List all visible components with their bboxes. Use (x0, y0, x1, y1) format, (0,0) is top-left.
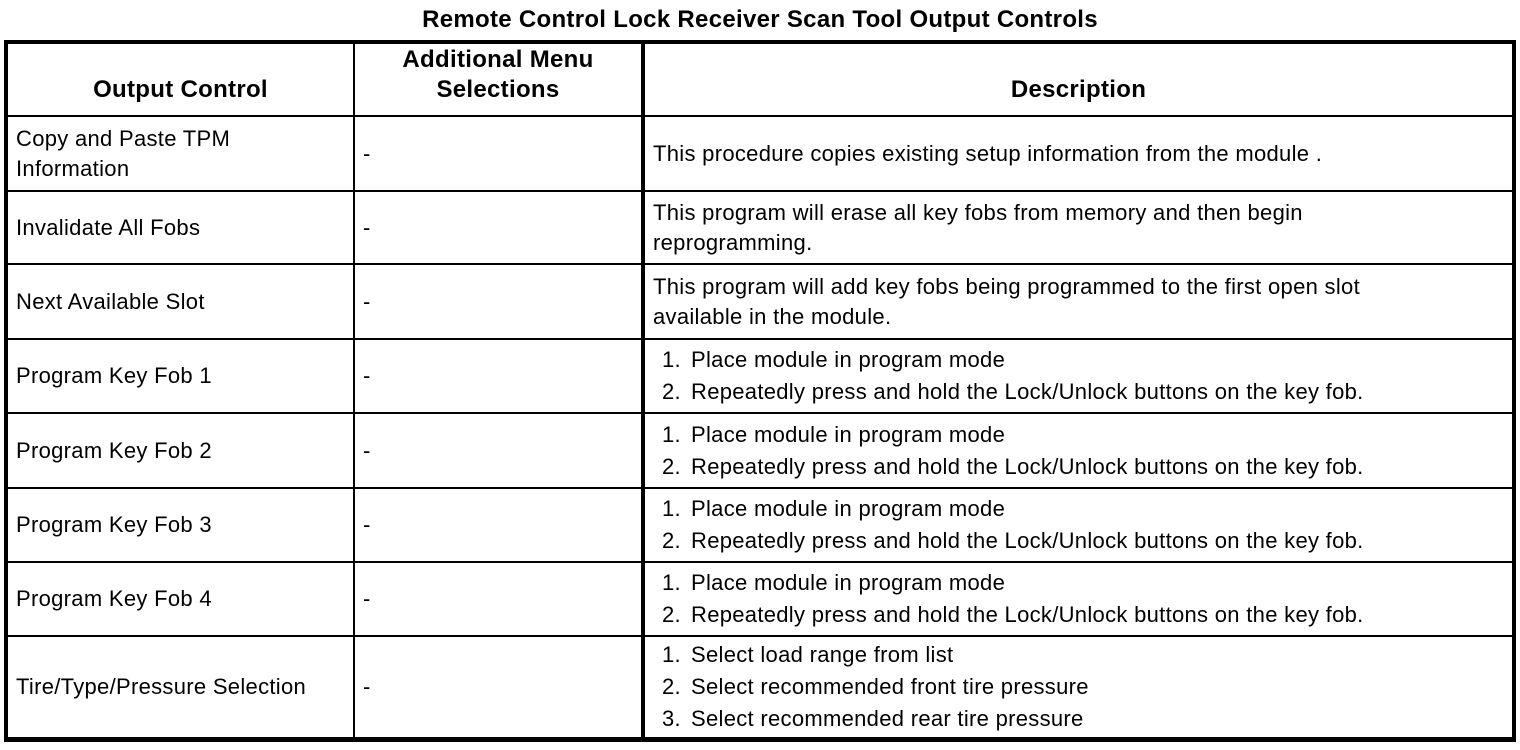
description-cell (643, 116, 1514, 191)
table-row (6, 191, 1514, 264)
step-number: 2. (662, 528, 681, 553)
step-text: Repeatedly press and hold the Lock/Unlock buttons on the key fob. (691, 379, 1364, 404)
output-control-cell (6, 488, 354, 562)
additional-menu-value: - (363, 437, 371, 463)
step-number: 2. (662, 379, 681, 404)
table-header-row (6, 42, 1514, 116)
output-control-cell (6, 562, 354, 636)
output-control-label: Information (16, 155, 130, 181)
step-number: 1. (662, 641, 681, 667)
column-header-description: Description (643, 42, 1514, 116)
additional-menu-cell (354, 116, 643, 191)
additional-menu-cell (354, 413, 643, 488)
description-cell (643, 413, 1514, 488)
step-number: 1. (662, 347, 681, 372)
step-text: Place module in program mode (691, 347, 1006, 372)
additional-menu-cell (354, 339, 643, 413)
page-title: Remote Control Lock Receiver Scan Tool Output Controls (422, 6, 1098, 33)
description-step (645, 600, 1506, 630)
additional-menu-value: - (363, 363, 371, 388)
description-step (645, 345, 1506, 375)
description-cell (643, 636, 1514, 739)
output-control-cell (6, 191, 354, 264)
output-control-label: Program Key Fob 2 (16, 437, 212, 463)
description-text: available in the module. (653, 303, 892, 329)
additional-menu-value: - (363, 214, 371, 240)
output-control-cell (6, 339, 354, 413)
description-step (645, 526, 1506, 556)
additional-menu-value: - (363, 586, 371, 611)
table-row (6, 413, 1514, 488)
table-row (6, 488, 1514, 562)
step-number: 1. (662, 570, 681, 595)
step-text: Select recommended rear tire pressure (691, 705, 1084, 731)
step-number: 2. (662, 453, 681, 479)
additional-menu-value: - (363, 140, 371, 166)
description-step (645, 704, 1506, 734)
output-control-label: Next Available Slot (16, 288, 205, 314)
additional-menu-cell (354, 488, 643, 562)
additional-menu-cell (354, 264, 643, 339)
additional-menu-value: - (363, 512, 371, 537)
description-text: This program will erase all key fobs from memory and then begin (653, 199, 1303, 225)
description-cell (643, 488, 1514, 562)
step-text: Place module in program mode (691, 421, 1006, 447)
output-control-label: Program Key Fob 3 (16, 512, 212, 537)
description-text: This program will add key fobs being programmed to the first open slot (653, 273, 1360, 299)
table-row (6, 562, 1514, 636)
table-row (6, 116, 1514, 191)
output-control-label: Program Key Fob 1 (16, 363, 212, 388)
additional-menu-cell (354, 562, 643, 636)
output-control-label: Program Key Fob 4 (16, 586, 212, 611)
table-row (6, 264, 1514, 339)
step-number: 2. (662, 673, 681, 699)
additional-menu-cell (354, 191, 643, 264)
step-text: Repeatedly press and hold the Lock/Unlock buttons on the key fob. (691, 602, 1364, 627)
description-step (645, 568, 1506, 598)
output-control-cell (6, 264, 354, 339)
step-text: Place module in program mode (691, 496, 1006, 521)
description-step (645, 672, 1506, 702)
step-text: Repeatedly press and hold the Lock/Unlock buttons on the key fob. (691, 453, 1364, 479)
output-control-cell (6, 413, 354, 488)
description-text: reprogramming. (653, 229, 813, 255)
description-step (645, 420, 1506, 450)
step-number: 1. (662, 421, 681, 447)
additional-menu-cell (354, 636, 643, 739)
additional-menu-value: - (363, 288, 371, 314)
description-cell (643, 191, 1514, 264)
table-row (6, 339, 1514, 413)
step-text: Select recommended front tire pressure (691, 673, 1089, 699)
step-number: 2. (662, 602, 681, 627)
step-text: Place module in program mode (691, 570, 1006, 595)
step-text: Select load range from list (691, 641, 954, 667)
output-control-label: Copy and Paste TPM (16, 125, 231, 151)
description-step (645, 640, 1506, 670)
output-control-cell (6, 636, 354, 739)
description-text: This procedure copies existing setup information from the module . (653, 140, 1323, 166)
description-step (645, 377, 1506, 407)
description-cell (643, 264, 1514, 339)
description-step (645, 452, 1506, 482)
output-control-cell (6, 116, 354, 191)
description-cell (643, 339, 1514, 413)
output-control-label: Invalidate All Fobs (16, 214, 201, 240)
table-body (6, 116, 1514, 739)
step-number: 3. (662, 705, 681, 731)
output-control-label: Tire/Type/Pressure Selection (16, 673, 307, 699)
table-row (6, 636, 1514, 739)
column-header-additional-menu-selections: Additional Menu Selections (354, 42, 643, 116)
description-step (645, 494, 1506, 524)
output-controls-table (4, 40, 1516, 742)
column-header-output-control: Output Control (6, 42, 354, 116)
description-cell (643, 562, 1514, 636)
step-text: Repeatedly press and hold the Lock/Unlock buttons on the key fob. (691, 528, 1364, 553)
step-number: 1. (662, 496, 681, 521)
additional-menu-value: - (363, 673, 371, 699)
